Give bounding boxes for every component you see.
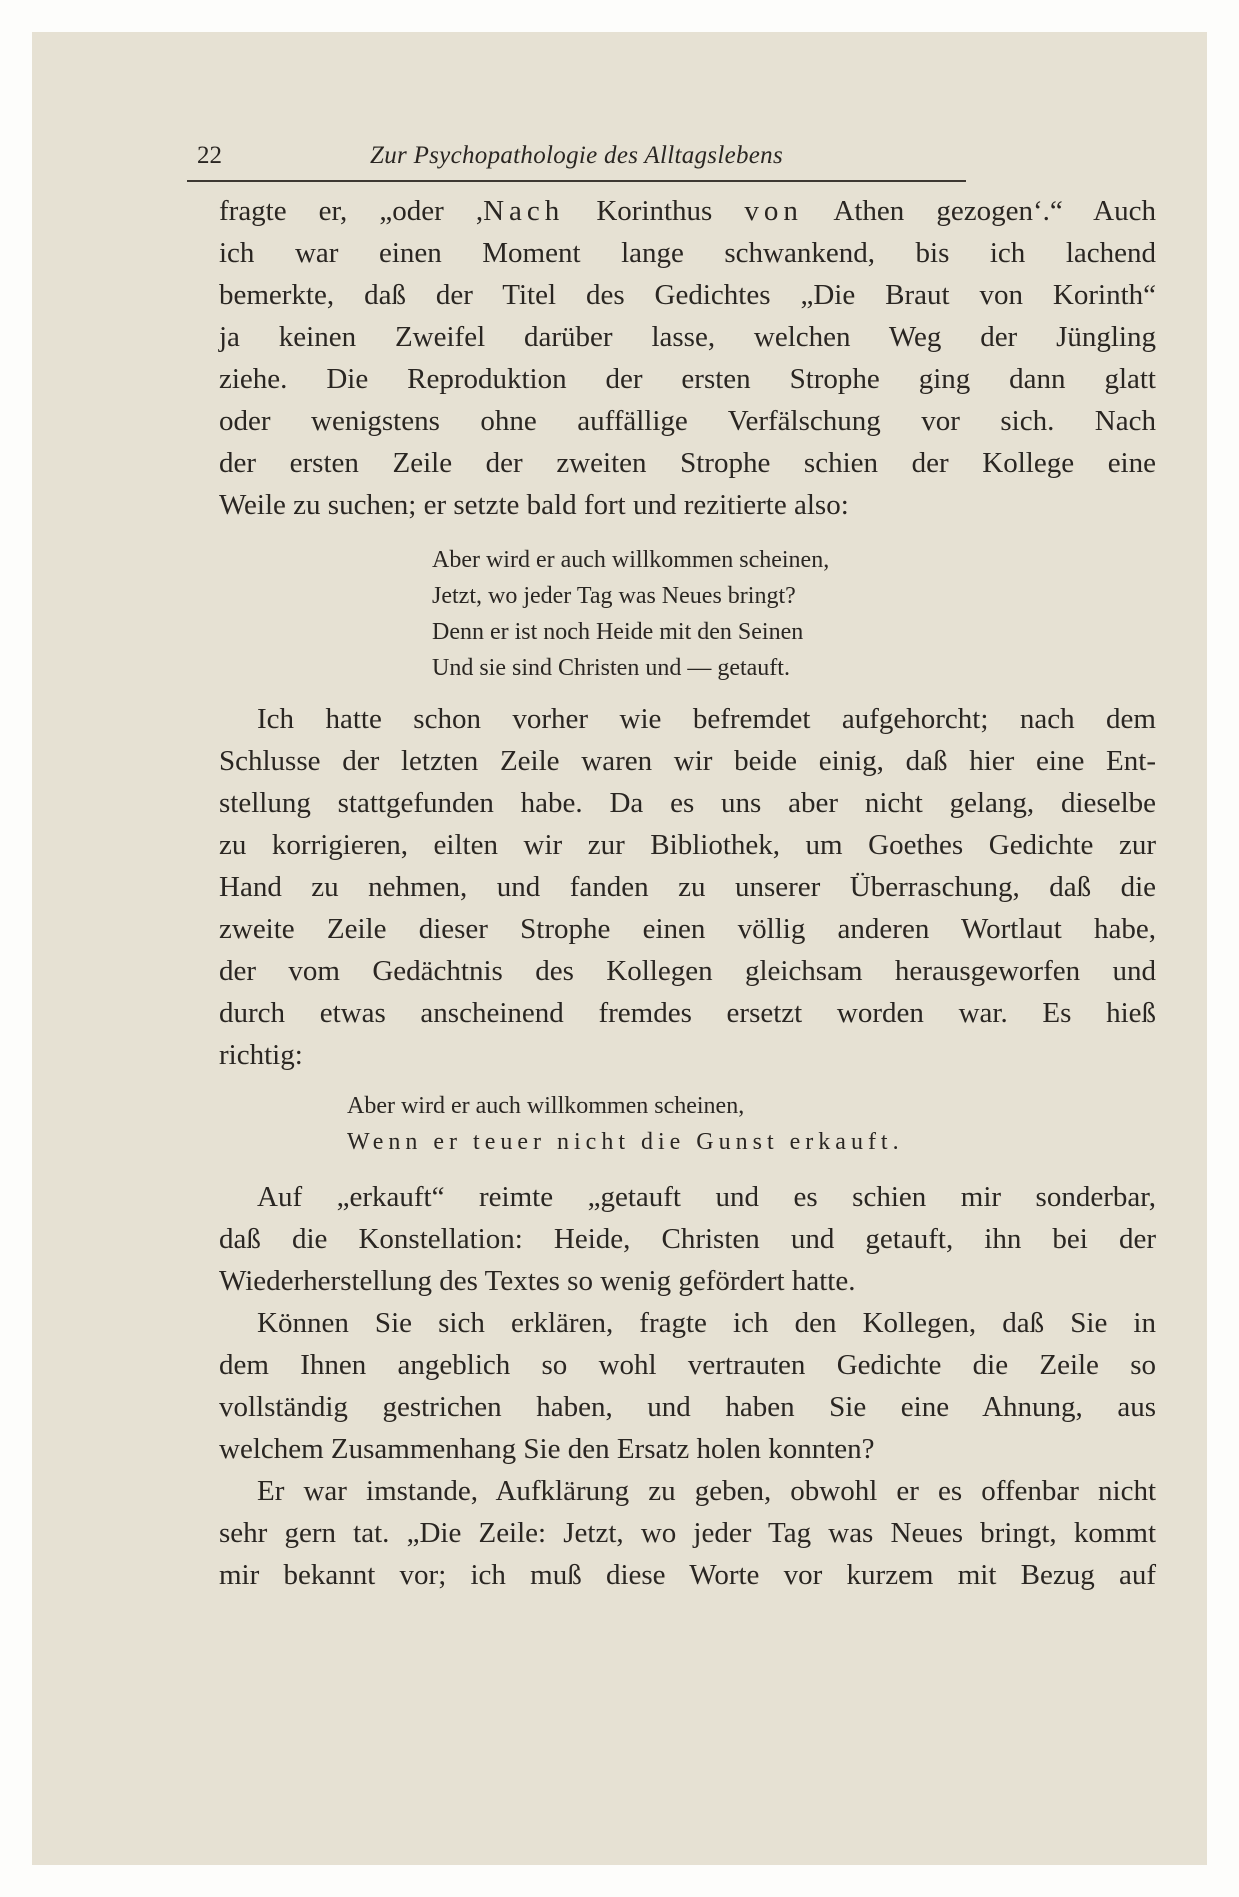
- verse-line: Aber wird er auch willkommen scheinen,: [347, 1093, 745, 1119]
- text-line: Ich hatte schon vorher wie befremdet aufgehorcht; nach dem: [257, 703, 1156, 735]
- paragraph: [219, 1470, 1156, 1596]
- verse-line: Jetzt, wo jeder Tag was Neues bringt?: [432, 583, 796, 609]
- paragraph: [219, 698, 1156, 1076]
- paragraph: [219, 1176, 1156, 1302]
- paragraph: [219, 1302, 1156, 1470]
- text-line: stellung stattgefunden habe. Da es uns aber nicht gelang, dieselbe: [219, 787, 1156, 819]
- text-line: ja keinen Zweifel darüber lasse, welchen Weg der Jüngling: [219, 321, 1156, 353]
- text-line: oder wenigstens ohne auffällige Verfälschung vor sich. Nach: [219, 405, 1156, 437]
- verse-line: Und sie sind Christen und — getauft.: [432, 655, 790, 681]
- text-line: fragte er, „oder ,Nach Korinthus von Athen gezogen‘.“ Auch: [219, 195, 1157, 227]
- text-line: ziehe. Die Reproduktion der ersten Strophe ging dann glatt: [219, 363, 1156, 395]
- verse-line: Aber wird er auch willkommen scheinen,: [432, 547, 830, 573]
- text-line: Können Sie sich erklären, fragte ich den Kollegen, daß Sie in: [257, 1307, 1156, 1339]
- body-text: [219, 190, 1156, 1596]
- paragraph: [219, 190, 1156, 526]
- text-line: Auf „erkauft“ reimte „getauft und es schien mir sonderbar,: [257, 1181, 1156, 1213]
- verse-quote: [219, 1088, 1156, 1160]
- verse-line: Wenn er teuer nicht die Gunst erkauft.: [347, 1129, 904, 1155]
- text-line: der ersten Zeile der zweiten Strophe schien der Kollege eine: [219, 447, 1156, 479]
- text-line: Schlusse der letzten Zeile waren wir beide einig, daß hier eine Ent-: [219, 745, 1156, 777]
- text-line: Wiederherstellung des Textes so wenig gefördert hatte.: [219, 1265, 856, 1297]
- text-line: durch etwas anscheinend fremdes ersetzt worden war. Es hieß: [219, 997, 1156, 1029]
- text-line: mir bekannt vor; ich muß diese Worte vor kurzem mit Bezug auf: [219, 1559, 1156, 1591]
- text-line: ich war einen Moment lange schwankend, bis ich lachend: [219, 237, 1156, 269]
- text-line: der vom Gedächtnis des Kollegen gleichsam herausgeworfen und: [219, 955, 1156, 987]
- text-line: welchem Zusammenhang Sie den Ersatz holen konnten?: [219, 1433, 875, 1465]
- page-number: 22: [197, 142, 222, 169]
- text-line: Hand zu nehmen, und fanden zu unserer Überraschung, daß die: [219, 871, 1156, 903]
- running-header: [187, 142, 966, 172]
- running-title: Zur Psychopathologie des Alltagslebens: [370, 142, 783, 169]
- verse-quote: [219, 542, 1156, 686]
- text-line: zu korrigieren, eilten wir zur Bibliothek, um Goethes Gedichte zur: [219, 829, 1156, 861]
- text-line: zweite Zeile dieser Strophe einen völlig anderen Wortlaut habe,: [219, 913, 1156, 945]
- text-line: richtig:: [219, 1039, 303, 1071]
- text-line: bemerkte, daß der Titel des Gedichtes „Die Braut von Korinth“: [219, 279, 1156, 311]
- header-rule: [187, 180, 966, 182]
- text-line: dem Ihnen angeblich so wohl vertrauten Gedichte die Zeile so: [219, 1349, 1156, 1381]
- text-line: daß die Konstellation: Heide, Christen und getauft, ihn bei der: [219, 1223, 1156, 1255]
- verse-line: Denn er ist noch Heide mit den Seinen: [432, 619, 804, 645]
- text-line: Weile zu suchen; er setzte bald fort und rezitierte also:: [219, 489, 849, 521]
- text-line: sehr gern tat. „Die Zeile: Jetzt, wo jeder Tag was Neues bringt, kommt: [219, 1517, 1156, 1549]
- text-line: vollständig gestrichen haben, und haben Sie eine Ahnung, aus: [219, 1391, 1156, 1423]
- text-line: Er war imstande, Aufklärung zu geben, obwohl er es offenbar nicht: [257, 1475, 1156, 1507]
